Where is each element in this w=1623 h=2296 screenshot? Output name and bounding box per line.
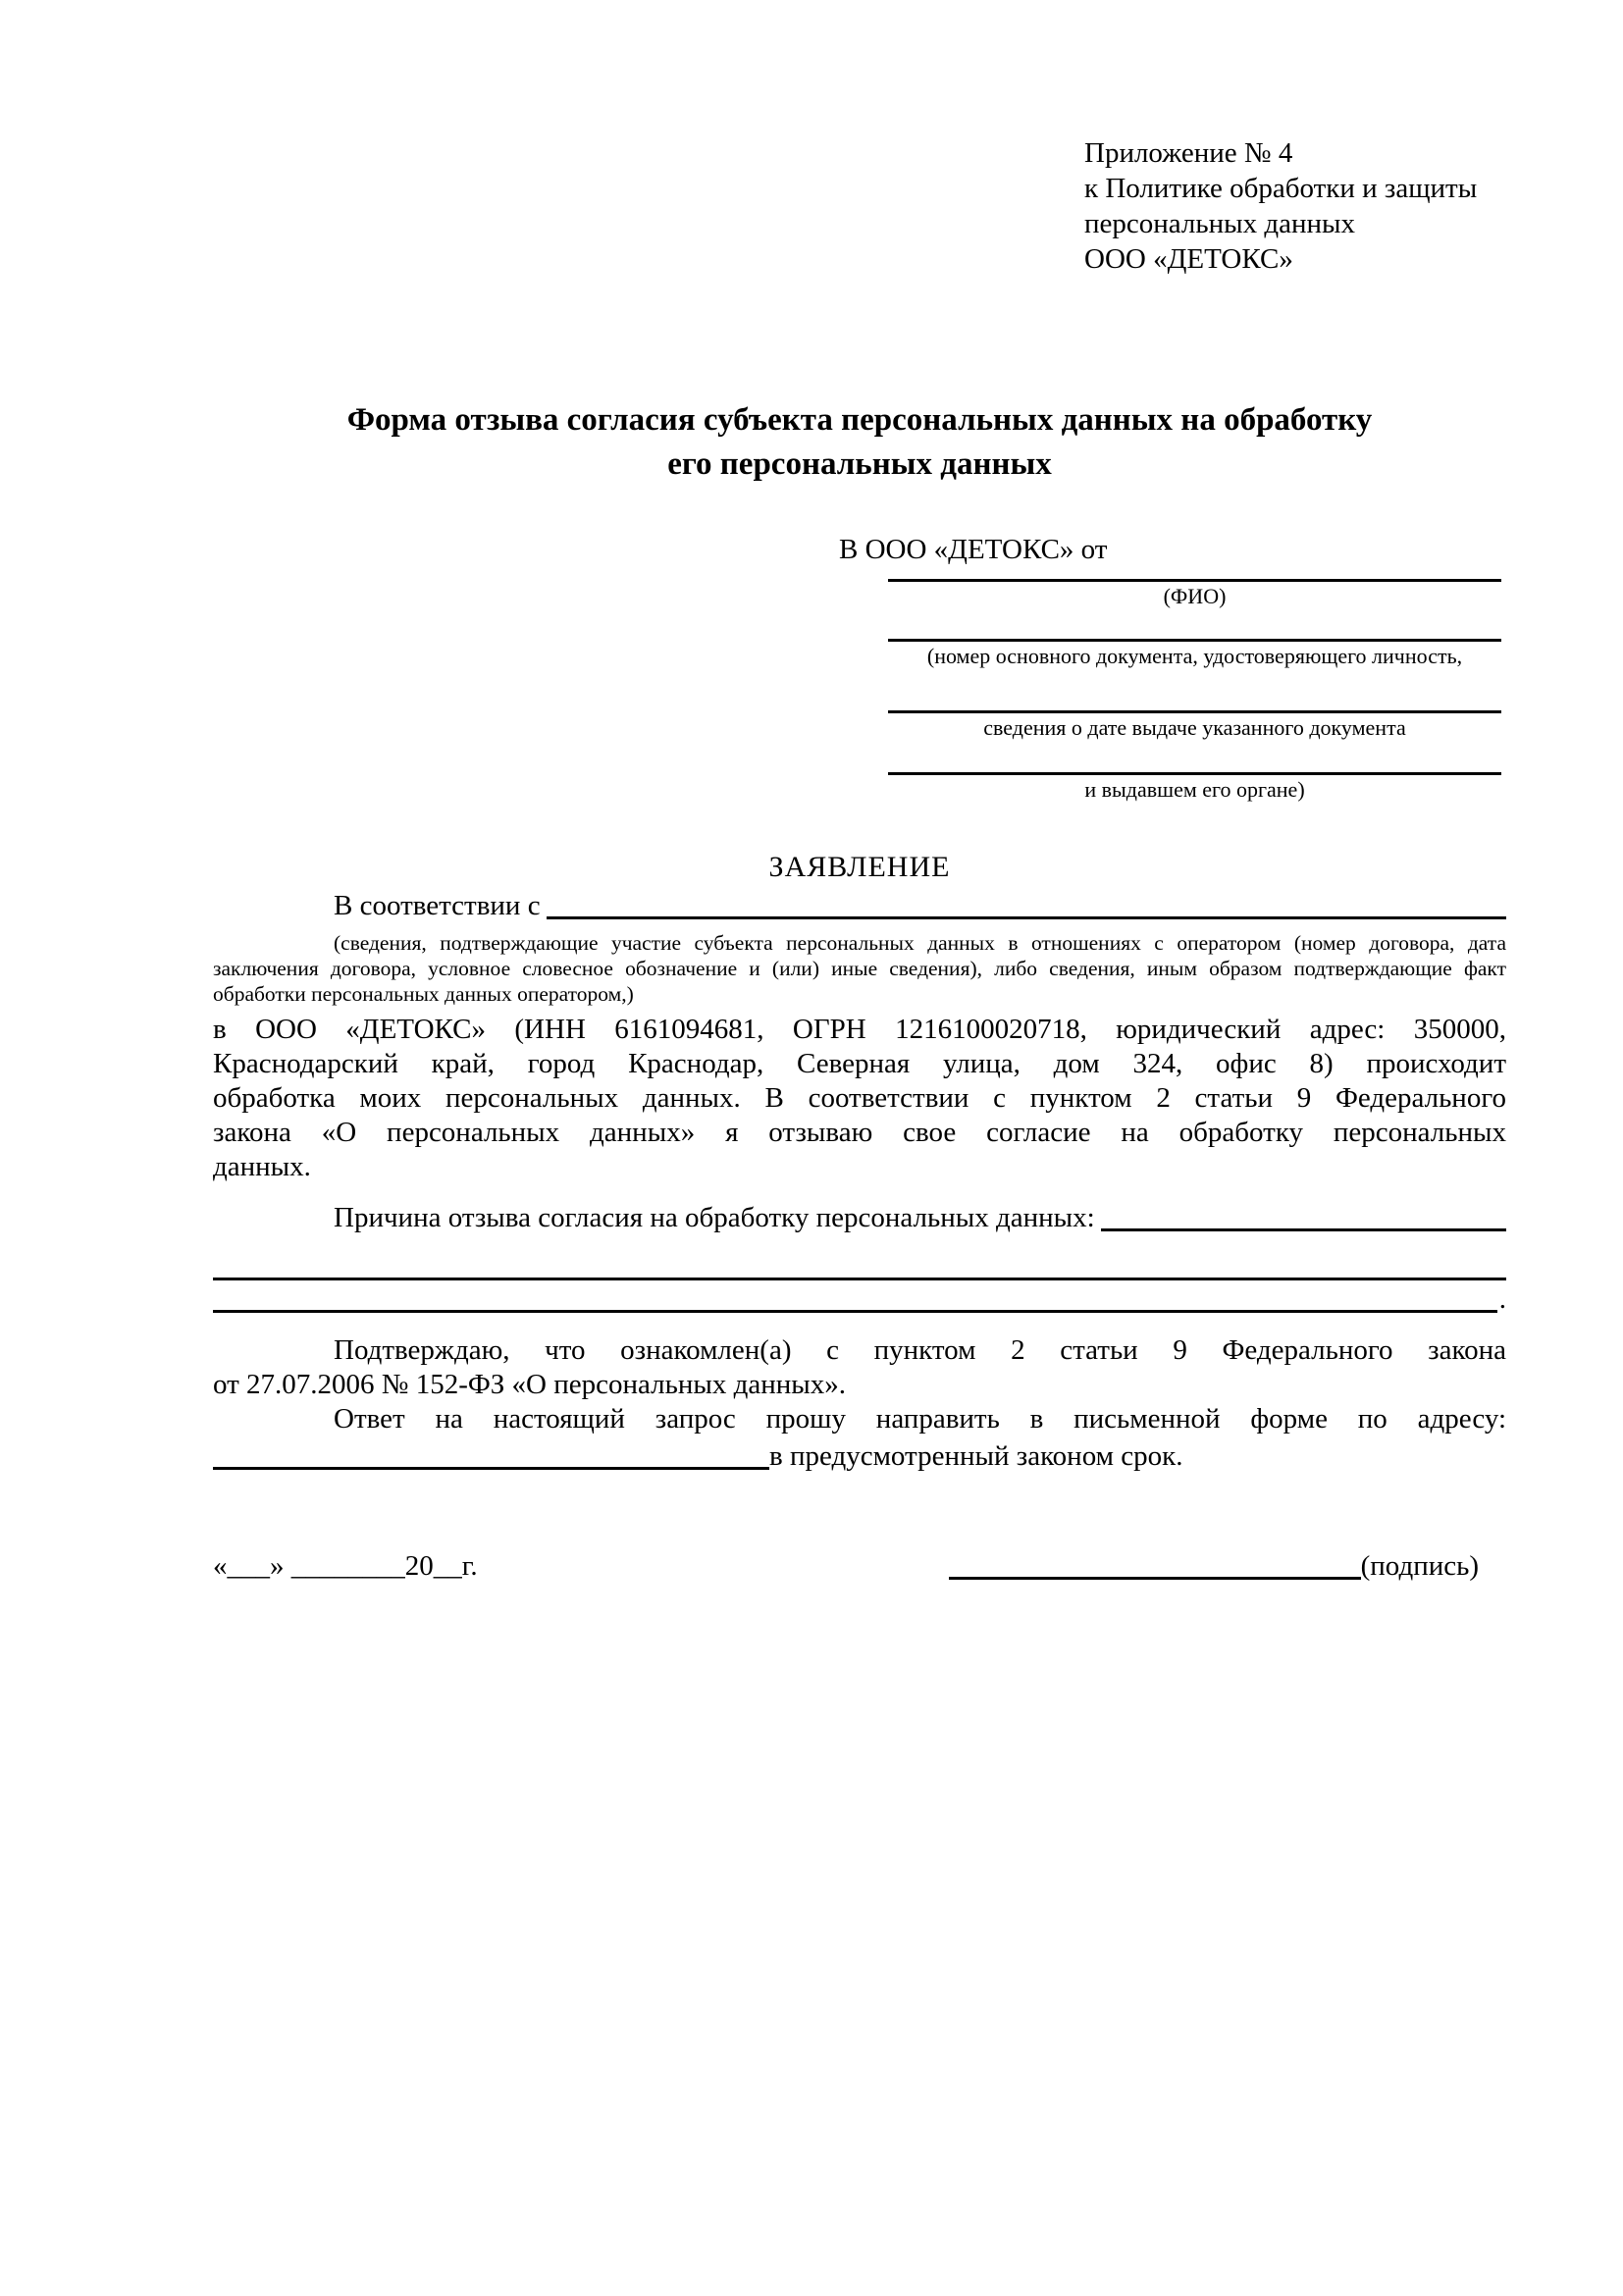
fio-blank-line [888, 579, 1501, 582]
document-title-line-2: его персональных данных [667, 446, 1052, 482]
appendix-line: ООО «ДЕТОКС» [1084, 243, 1293, 275]
appendix-line: к Политике обработки и защиты [1084, 173, 1478, 204]
signature-blank-line [949, 1577, 1361, 1580]
issue-date-caption: сведения о дате выдаче указанного документа [983, 715, 1406, 740]
footnote-line: обработки персональных данных оператором,) [213, 982, 634, 1006]
reason-blank-line-3 [213, 1310, 1497, 1313]
appendix-line: Приложение № 4 [1084, 137, 1293, 169]
appendix-line: персональных данных [1084, 208, 1356, 239]
document-number-caption: (номер основного документа, удостоверяющего личность, [926, 644, 1463, 668]
document-title [213, 398, 1506, 487]
accordance-row [213, 889, 1506, 923]
issuing-authority-caption: и выдавшем его органе) [1084, 777, 1305, 802]
reply-request-line: Ответ на настоящий запрос прошу направить в письменной форме по адресу: [334, 1403, 1506, 1435]
reply-address-blank-line [213, 1467, 769, 1470]
reason-blank-line [1101, 1228, 1506, 1231]
issue-date-blank-line [888, 710, 1501, 713]
body-line: закона «О персональных данных» я отзываю свое согласие на обработку персональных [213, 1117, 1506, 1148]
document-content [213, 0, 1506, 1584]
appendix-header [1084, 0, 1506, 277]
reason-blank-line-3-row [213, 1280, 1506, 1317]
accordance-blank-line [547, 916, 1506, 919]
body-line: Краснодарский край, город Краснодар, Северная улица, дом 324, офис 8) происходит [213, 1048, 1506, 1079]
body-line: обработка моих персональных данных. В соответствии с пунктом 2 статьи 9 Федерального [213, 1082, 1506, 1114]
footnote-line: (сведения, подтверждающие участие субъекта персональных данных в отношениях с оператором (номер договора, дата [334, 931, 1506, 955]
reply-suffix: в предусмотренный законом срок. [769, 1440, 1183, 1472]
signature-caption: (подпись) [1360, 1550, 1479, 1582]
footnote-line: заключения договора, условное словесное обозначение и (или) иные сведения), либо сведения, иным образом подтверждающие факт [213, 957, 1506, 980]
fio-caption: (ФИО) [1163, 584, 1227, 608]
confirmation-line: от 27.07.2006 № 152-ФЗ «О персональных данных». [213, 1369, 847, 1400]
addressee-to-line: В ООО «ДЕТОКС» от [839, 534, 1108, 565]
statement-heading: ЗАЯВЛЕНИЕ [768, 851, 951, 883]
accordance-prefix: В соответствии с [334, 890, 541, 921]
signature-block [213, 1548, 1506, 1584]
issuing-authority-blank-line [888, 772, 1501, 775]
document-title-line-1: Форма отзыва согласия субъекта персональных данных на обработку [346, 402, 1373, 438]
confirmation-paragraph [213, 1333, 1506, 1402]
reason-trailing-period: . [1498, 1283, 1506, 1315]
reply-address-row [213, 1436, 1506, 1474]
body-line: в ООО «ДЕТОКС» (ИНН 6161094681, ОГРН 1216100020718, юридический адрес: 350000, [213, 1014, 1506, 1045]
reason-prefix: Причина отзыва согласия на обработку персональных данных: [334, 1202, 1095, 1233]
reason-row [213, 1201, 1506, 1235]
footnote [213, 930, 1506, 1007]
document-number-blank-line [888, 639, 1501, 642]
body-paragraph [213, 1013, 1506, 1184]
confirmation-line: Подтверждаю, что ознакомлен(а) с пунктом 2 статьи 9 Федерального закона [334, 1334, 1506, 1366]
body-line: данных. [213, 1151, 311, 1182]
date-placeholder: «___» ________20__г. [213, 1550, 478, 1582]
addressee-block [888, 579, 1501, 803]
